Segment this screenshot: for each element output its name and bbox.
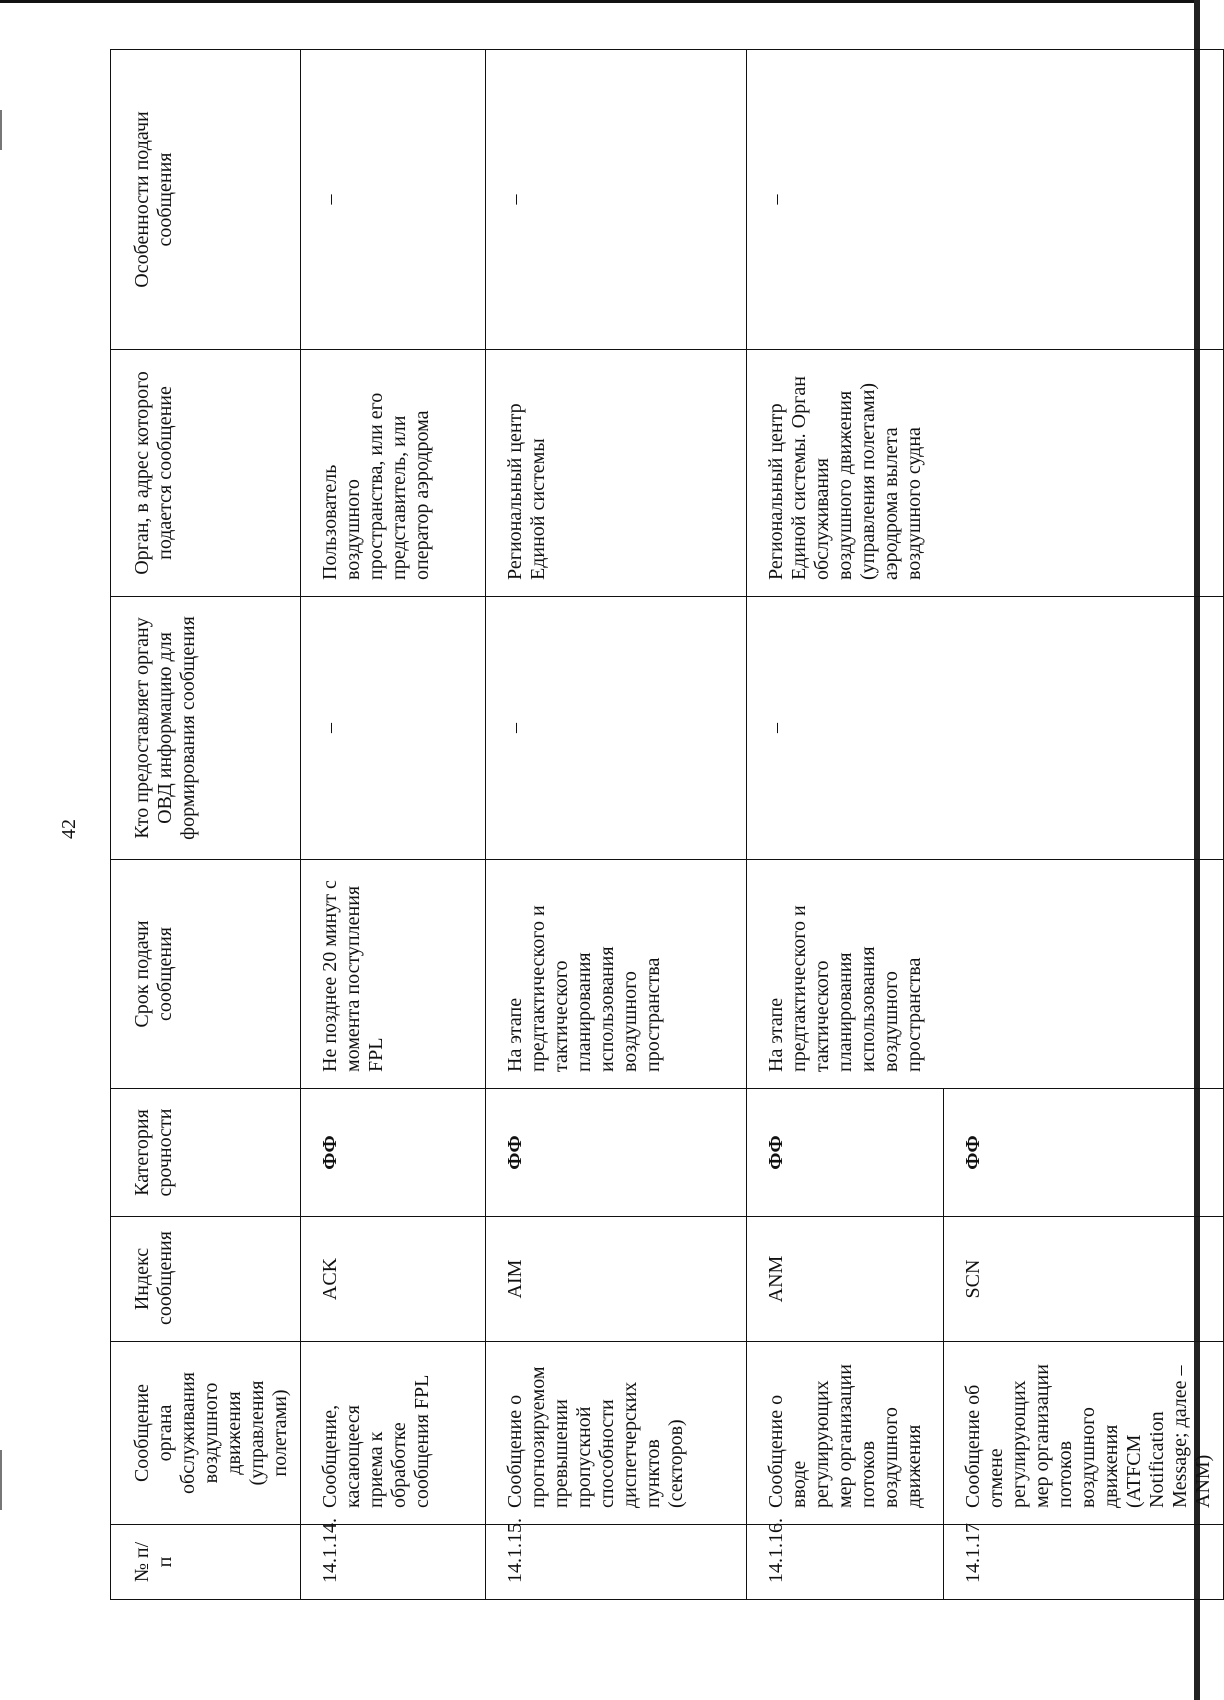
- rotated-page-content: [110, 50, 1214, 1600]
- row-message: Сообщение о вводе регулирующих мер организации потоков воздушного движения: [747, 1342, 944, 1525]
- table-row: [747, 50, 944, 1600]
- row-deadline: На этапе предтактического и тактического планирования использования воздушного пространства: [486, 860, 747, 1089]
- scan-border-top: [0, 0, 1200, 3]
- row-message: Сообщение о прогнозируемом превышении пропускной способности диспетчерских пунктов (секторов): [486, 1342, 747, 1525]
- table-row: [301, 50, 486, 1600]
- row-index: ACK: [301, 1217, 486, 1342]
- header-recipient: Орган, в адрес которого подается сообщение: [111, 350, 301, 597]
- row-num: 14.1.14.: [301, 1525, 486, 1600]
- row-index: AIM: [486, 1217, 747, 1342]
- scan-mark: [0, 1450, 2, 1510]
- header-provider: Кто предоставляет органу ОВД информацию для формирования сообщения: [111, 597, 301, 860]
- header-message: Сообщение органа обслуживания воздушного движения (управления полетами): [111, 1342, 301, 1525]
- row-category: ФФ: [944, 1089, 1224, 1217]
- row-index: ANM: [747, 1217, 944, 1342]
- row-category: ФФ: [486, 1089, 747, 1217]
- row-deadline: Не позднее 20 минут с момента поступления FPL: [301, 860, 486, 1089]
- header-category: Категория срочности: [111, 1089, 301, 1217]
- header-num: № п/п: [111, 1525, 301, 1600]
- row-category: ФФ: [747, 1089, 944, 1217]
- row-recipient: Пользователь воздушного пространства, или его представитель, или оператор аэродрома: [301, 350, 486, 597]
- table-row: [486, 50, 747, 1600]
- row-message: Сообщение, касающееся приема к обработке сообщения FPL: [301, 1342, 486, 1525]
- scan-mark: [0, 110, 2, 150]
- row-num: 14.1.15.: [486, 1525, 747, 1600]
- row-num: 14.1.16.: [747, 1525, 944, 1600]
- row-provider: –: [301, 597, 486, 860]
- row-index: SCN: [944, 1217, 1224, 1342]
- row-message: Сообщение об отмене регулирующих мер организации потоков воздушного движения (ATFCM Notification Message; далее – ANM): [944, 1342, 1224, 1525]
- header-deadline: Срок подачи сообщения: [111, 860, 301, 1089]
- header-features: Особенности подачи сообщения: [111, 50, 301, 350]
- row-recipient: Региональный центр Единой системы. Орган обслуживания воздушного движения (управления полетами) аэродрома вылета воздушного судна: [747, 350, 1224, 597]
- row-features: –: [301, 50, 486, 350]
- row-features: –: [747, 50, 1224, 350]
- row-recipient: Региональный центр Единой системы: [486, 350, 747, 597]
- row-provider: –: [747, 597, 1224, 860]
- page-number: 42: [58, 819, 80, 839]
- row-num: 14.1.17: [944, 1525, 1224, 1600]
- header-index: Индекс сообщения: [111, 1217, 301, 1342]
- row-provider: –: [486, 597, 747, 860]
- row-features: –: [486, 50, 747, 350]
- row-deadline: На этапе предтактического и тактического планирования использования воздушного пространства: [747, 860, 1224, 1089]
- row-category: ФФ: [301, 1089, 486, 1217]
- messages-table: [110, 49, 1224, 1600]
- table-header-row: [111, 50, 301, 1600]
